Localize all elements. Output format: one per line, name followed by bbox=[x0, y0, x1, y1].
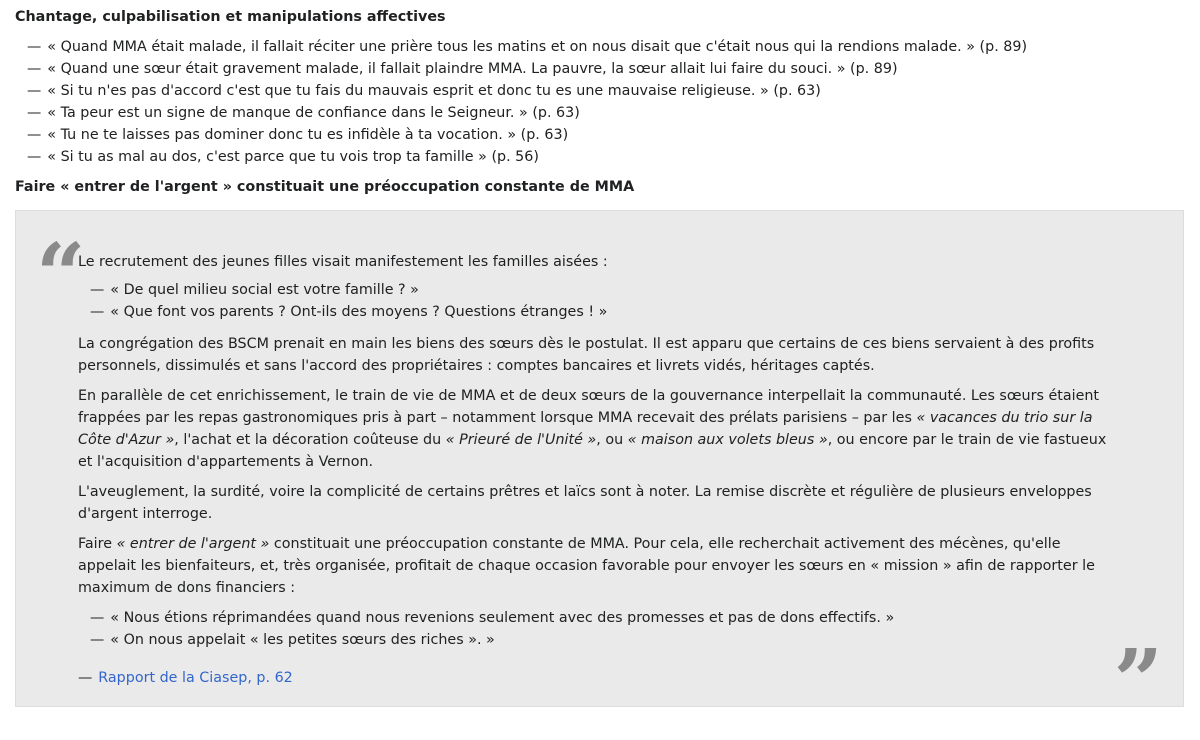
list-item-text: « Quand une sœur était gravement malade, il fallait plaindre MMA. La pauvre, la sœur allait lui faire du souci. » (p. 89) bbox=[47, 61, 898, 77]
dash: — bbox=[90, 304, 105, 320]
emphasis-maison: « maison aux volets bleus » bbox=[627, 432, 828, 448]
dash: — bbox=[90, 610, 105, 626]
dash: — bbox=[27, 83, 42, 99]
list-item bbox=[27, 146, 1184, 168]
recruitment-quotes-list bbox=[78, 279, 1123, 323]
dash: — bbox=[27, 61, 42, 77]
list-item-text: « Si tu n'es pas d'accord c'est que tu fais du mauvais esprit et donc tu es une mauvaise religieuse. » (p. 63) bbox=[47, 83, 821, 99]
blockquote bbox=[15, 210, 1184, 732]
quote-intro: Le recrutement des jeunes filles visait manifestement les familles aisées : bbox=[78, 254, 608, 270]
quote-paragraph-aveuglement: L'aveuglement, la surdité, voire la complicité de certains prêtres et laïcs sont à noter. La remise discrète et régulière de plusieurs enveloppes d'argent interroge. bbox=[78, 484, 1092, 522]
quote-paragraph-mecenes bbox=[78, 533, 1123, 599]
quote-paragraph-train-de-vie bbox=[78, 385, 1123, 473]
dash: — bbox=[90, 632, 105, 648]
dash: — bbox=[78, 670, 93, 686]
list-item bbox=[27, 80, 1184, 102]
list-item bbox=[27, 102, 1184, 124]
mission-quotes-list bbox=[78, 607, 1123, 651]
close-quote-icon: ” bbox=[1113, 631, 1163, 732]
list-item-text: « Ta peur est un signe de manque de confiance dans le Seigneur. » (p. 63) bbox=[47, 105, 580, 121]
text-run: Faire bbox=[78, 536, 117, 552]
list-item-text: « De quel milieu social est votre famille ? » bbox=[110, 282, 419, 298]
emphasis-prieure: « Prieuré de l'Unité » bbox=[445, 432, 597, 448]
list-item-text: « Tu ne te laisses pas dominer donc tu es infidèle à ta vocation. » (p. 63) bbox=[47, 127, 569, 143]
text-run: , l'achat et la décoration coûteuse du bbox=[174, 432, 446, 448]
emphasis-entrer-argent: « entrer de l'argent » bbox=[116, 536, 270, 552]
list-item-text: « Quand MMA était malade, il fallait réciter une prière tous les matins et on nous disait que c'était nous qui la rendions malade. » (p. 89) bbox=[47, 39, 1028, 55]
text-run: , ou encore par le train de vie fastueux et l'acquisition d'appartements à Vernon. bbox=[78, 432, 1107, 470]
list-item-text: « Si tu as mal au dos, c'est parce que tu vois trop ta famille » (p. 56) bbox=[47, 149, 539, 165]
list-item bbox=[90, 607, 1123, 629]
dash: — bbox=[27, 149, 42, 165]
text-run: En parallèle de cet enrichissement, le train de vie de MMA et de deux sœurs de la gouvernance interpellait la communauté. Les sœurs étaient frappées par les repas gastronomiques pris à part – notamment lorsque MMA recevait des prélats parisiens – par les bbox=[78, 388, 1100, 426]
list-item bbox=[90, 629, 1123, 651]
text-run: , ou bbox=[596, 432, 628, 448]
dash: — bbox=[90, 282, 105, 298]
citation-link[interactable]: Rapport de la Ciasep, p. 62 bbox=[98, 670, 293, 686]
list-item-text: « Que font vos parents ? Ont-ils des moyens ? Questions étranges ! » bbox=[110, 304, 608, 320]
manipulation-quotes-list bbox=[15, 36, 1184, 168]
list-item-text: « On nous appelait « les petites sœurs des riches ». » bbox=[110, 632, 495, 648]
list-item bbox=[27, 58, 1184, 80]
dash: — bbox=[27, 39, 42, 55]
list-item-text: « Nous étions réprimandées quand nous revenions seulement avec des promesses et pas de dons effectifs. » bbox=[110, 610, 895, 626]
emphasis-vacances: « vacances du trio sur la Côte d'Azur » bbox=[78, 410, 1093, 448]
quote-citation bbox=[78, 667, 1123, 689]
quote-paragraph-biens: La congrégation des BSCM prenait en main les biens des sœurs dès le postulat. Il est apparu que certains de ces biens servaient à des profits personnels, dissimulés et sans l'accord des propriétaires : comptes bancaires et livrets vidés, héritages captés. bbox=[78, 336, 1095, 374]
section-heading-manipulations: Chantage, culpabilisation et manipulations affectives bbox=[15, 9, 446, 25]
dash: — bbox=[27, 127, 42, 143]
list-item bbox=[90, 279, 1123, 301]
list-item bbox=[90, 301, 1123, 323]
list-item bbox=[27, 36, 1184, 58]
list-item bbox=[27, 124, 1184, 146]
section-heading-argent: Faire « entrer de l'argent » constituait une préoccupation constante de MMA bbox=[15, 179, 635, 195]
open-quote-icon: “ bbox=[36, 225, 86, 326]
dash: — bbox=[27, 105, 42, 121]
text-run: constituait une préoccupation constante de MMA. Pour cela, elle recherchait activement des mécènes, qu'elle appelait les bienfaiteurs, et, très organisée, profitait de chaque occasion favorable pour envoyer les sœurs en « mission » afin de rapporter le maximum de dons financiers : bbox=[78, 536, 1095, 596]
